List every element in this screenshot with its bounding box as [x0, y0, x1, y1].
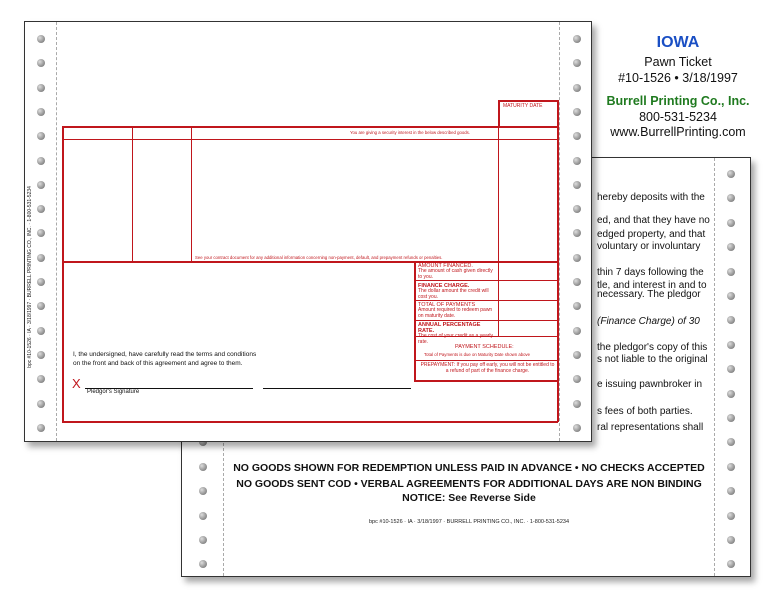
payment-schedule-title: PAYMENT SCHEDULE: [455, 344, 514, 350]
back-text-line: necessary. The pledgor [597, 289, 701, 300]
contract-note-text: See your contract document for any additional information concerning non-payment, default, and prepayment refunds or penalties. [195, 255, 443, 260]
back-text-line: s not liable to the original [597, 354, 708, 365]
tractor-hole [573, 327, 581, 335]
tractor-hole [573, 157, 581, 165]
tractor-hole [573, 84, 581, 92]
signature-mark: X [72, 376, 81, 391]
back-text-line: tle, and interest in and to [597, 280, 707, 291]
total-of-payments-desc: Amount required to redeem pawn on maturity date. [418, 307, 493, 319]
tractor-hole [727, 219, 735, 227]
tractor-hole [37, 35, 45, 43]
tractor-hole [199, 512, 207, 520]
tractor-hole [727, 268, 735, 276]
acknowledgement-text: I, the undersigned, have carefully read the terms and conditions on the front and back of this agreement and agree to them. [73, 351, 257, 367]
tractor-hole [573, 254, 581, 262]
back-text-line: the pledgor's copy of this [597, 342, 708, 353]
tractor-hole [37, 400, 45, 408]
tractor-hole [727, 512, 735, 520]
tractor-hole [727, 390, 735, 398]
back-text-line: voluntary or involuntary [597, 241, 701, 252]
tractor-hole [37, 157, 45, 165]
prepayment-text: PREPAYMENT: If you pay off early, you will not be entitled to a refund of part of the finance charge. [420, 362, 555, 374]
tractor-hole [573, 278, 581, 286]
apr-desc: The cost of your credit as a yearly rate. [418, 333, 494, 345]
tractor-hole [37, 424, 45, 432]
tractor-hole [727, 414, 735, 422]
caption-website: www.BurrellPrinting.com [610, 125, 746, 139]
tractor-hole [727, 170, 735, 178]
amount-financed-title: AMOUNT FINANCED. [418, 263, 473, 269]
apr-title: ANNUAL PERCENTAGE RATE. [418, 322, 481, 334]
tractor-hole [37, 278, 45, 286]
back-text-line: edged property, and that [597, 229, 706, 240]
tractor-hole [37, 108, 45, 116]
tractor-hole [37, 181, 45, 189]
payment-schedule-desc: Total of Payments is due on Maturity Date shown above [424, 352, 531, 357]
tractor-hole [37, 84, 45, 92]
date-line[interactable] [263, 388, 411, 389]
back-text-line: thin 7 days following the [597, 267, 704, 278]
caption-state: IOWA [656, 34, 700, 51]
caption-form-number: #10-1526 • 3/18/1997 [618, 71, 738, 85]
back-text-line: (Finance Charge) of 30 [597, 316, 700, 327]
tractor-hole [37, 254, 45, 262]
tractor-hole [573, 181, 581, 189]
notice-no-goods-shown: NO GOODS SHOWN FOR REDEMPTION UNLESS PAID IN ADVANCE • NO CHECKS ACCEPTED [233, 462, 705, 474]
tractor-hole [727, 536, 735, 544]
tractor-hole [727, 463, 735, 471]
back-text-line: ed, and that they have no [597, 215, 710, 226]
back-text-line: e issuing pawnbroker in [597, 379, 703, 390]
back-text-line: ral representations shall [597, 422, 704, 433]
tractor-hole [573, 424, 581, 432]
notice-see-reverse: NOTICE: See Reverse Side [402, 492, 536, 504]
back-form-footer: bpc #10-1526 · IA · 3/18/1997 · BURRELL PRINTING CO., INC. · 1-800-531-5234 [368, 519, 570, 525]
notice-no-goods-sent: NO GOODS SENT COD • VERBAL AGREEMENTS FOR ADDITIONAL DAYS ARE NON BINDING [236, 478, 702, 490]
front-sheet [24, 21, 592, 442]
tractor-hole [199, 463, 207, 471]
tractor-hole [727, 341, 735, 349]
pledgor-signature-label: Pledgor's Signature [87, 389, 140, 395]
caption-company: Burrell Printing Co., Inc. [606, 94, 750, 108]
maturity-date-label: MATURITY DATE [503, 103, 543, 109]
back-text-line: s fees of both parties. [597, 406, 693, 417]
finance-charge-title: FINANCE CHARGE. [418, 283, 470, 289]
caption-form-type: Pawn Ticket [644, 55, 712, 69]
total-of-payments-title: TOTAL OF PAYMENTS [418, 302, 476, 308]
caption-phone: 800-531-5234 [639, 110, 717, 124]
amount-financed-desc: The amount of cash given directly to you. [418, 268, 493, 280]
finance-charge-desc: The dollar amount the credit will cost you. [418, 288, 489, 300]
tractor-hole [573, 400, 581, 408]
tractor-hole [727, 292, 735, 300]
back-text-line: hereby deposits with the [597, 192, 705, 203]
tractor-hole [37, 351, 45, 359]
form-side-id: bpc #10-1526 · IA · 3/18/1997 · BURRELL PRINTING CO., INC. · 1-800-531-5234 [27, 186, 33, 368]
tractor-hole [573, 108, 581, 116]
security-interest-text: You are giving a security interest in the below described goods. [350, 130, 470, 135]
tractor-hole [573, 351, 581, 359]
tractor-hole [199, 536, 207, 544]
tractor-hole [37, 327, 45, 335]
tractor-hole [573, 35, 581, 43]
